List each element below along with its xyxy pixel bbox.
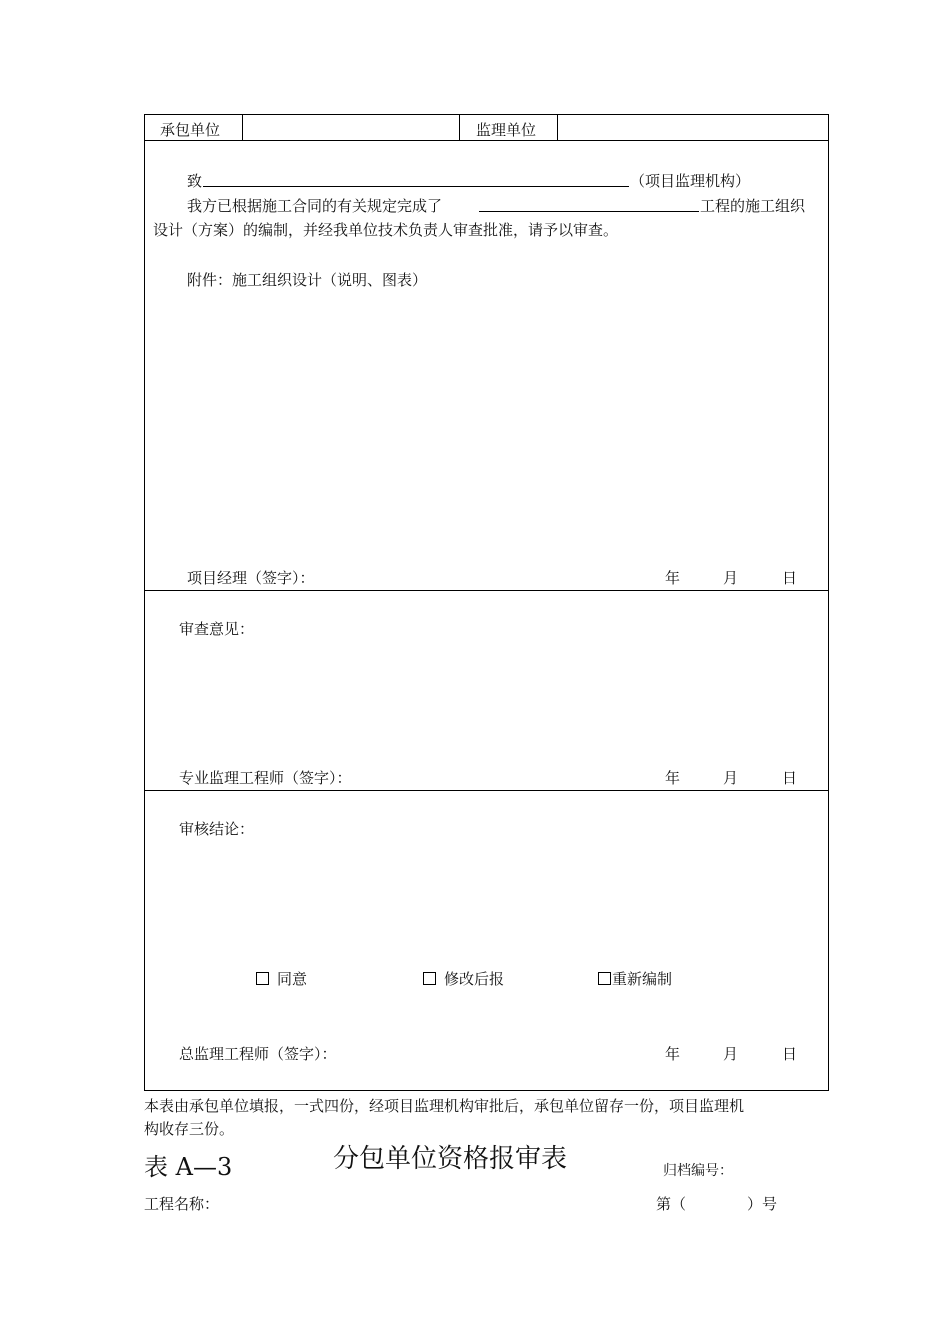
contractor-label: 承包单位 (160, 121, 221, 139)
review-opinion-label: 审查意见： (179, 620, 255, 638)
submission-date-year: 年 (665, 569, 681, 587)
form-title: 分包单位资格报审表 (333, 1144, 568, 1174)
review-date-year: 年 (665, 769, 681, 787)
addressee-suffix: （项目监理机构） (630, 172, 751, 190)
conclusion-label: 审核结论： (179, 820, 255, 838)
conclusion-date-year: 年 (665, 1045, 681, 1063)
table-border-bottom (144, 1090, 829, 1091)
header-col-divider-1 (242, 114, 243, 141)
header-col-divider-2 (459, 114, 460, 141)
form-number-suffix: ）号 (747, 1195, 778, 1213)
conclusion-date-day: 日 (782, 1045, 798, 1063)
footnote-line2: 构收存三份。 (144, 1120, 235, 1138)
review-date-month: 月 (723, 769, 739, 787)
table-border-left (144, 114, 145, 1091)
supervisor-value-field[interactable] (563, 119, 823, 137)
table-border-top (144, 114, 829, 115)
option-agree[interactable] (256, 968, 307, 989)
submission-date-day: 日 (782, 569, 798, 587)
section-divider-review (144, 590, 829, 591)
specialist-engineer-signature-label: 专业监理工程师（签字）： (179, 769, 352, 787)
review-opinion-area[interactable] (179, 645, 819, 755)
statement-line1-prefix: 我方已根据施工合同的有关规定完成了 (187, 197, 443, 215)
option-recompile[interactable] (598, 968, 672, 989)
archive-number-label: 归档编号： (663, 1163, 733, 1179)
header-row-divider (144, 140, 829, 141)
section-divider-conclusion (144, 790, 829, 791)
project-name-blank[interactable] (479, 211, 699, 212)
project-manager-signature-label: 项目经理（签字）： (187, 569, 315, 587)
revise-resubmit-label: 修改后报 (444, 970, 505, 988)
supervisor-label: 监理单位 (476, 121, 537, 139)
recompile-label: 重新编制 (612, 970, 673, 988)
addressee-blank[interactable] (203, 186, 629, 187)
contractor-value-field[interactable] (248, 119, 453, 137)
chief-engineer-signature-label: 总监理工程师（签字）： (179, 1045, 337, 1063)
addressee-prefix: 致 (187, 172, 203, 190)
form-code: 表 A—3 (144, 1153, 233, 1181)
form-number-prefix: 第（ (656, 1195, 687, 1213)
submission-date-month: 月 (723, 569, 739, 587)
conclusion-date-month: 月 (723, 1045, 739, 1063)
footnote-line1: 本表由承包单位填报，一式四份，经项目监理机构审批后，承包单位留存一份，项目监理机 (144, 1097, 745, 1115)
revise-resubmit-checkbox[interactable] (423, 972, 436, 985)
attachment-note: 附件：施工组织设计（说明、图表） (187, 271, 428, 289)
statement-line2: 设计（方案）的编制，并经我单位技术负责人审查批准，请予以审查。 (153, 221, 619, 239)
agree-label: 同意 (277, 970, 308, 988)
table-border-right (828, 114, 829, 1091)
header-col-divider-3 (557, 114, 558, 141)
project-name-label: 工程名称： (144, 1195, 220, 1213)
option-revise-resubmit[interactable] (423, 968, 504, 989)
statement-line1-suffix: 工程的施工组织 (700, 197, 806, 215)
agree-checkbox[interactable] (256, 972, 269, 985)
recompile-checkbox[interactable] (598, 972, 611, 985)
review-date-day: 日 (782, 769, 798, 787)
form-number-field[interactable] (690, 1193, 742, 1211)
